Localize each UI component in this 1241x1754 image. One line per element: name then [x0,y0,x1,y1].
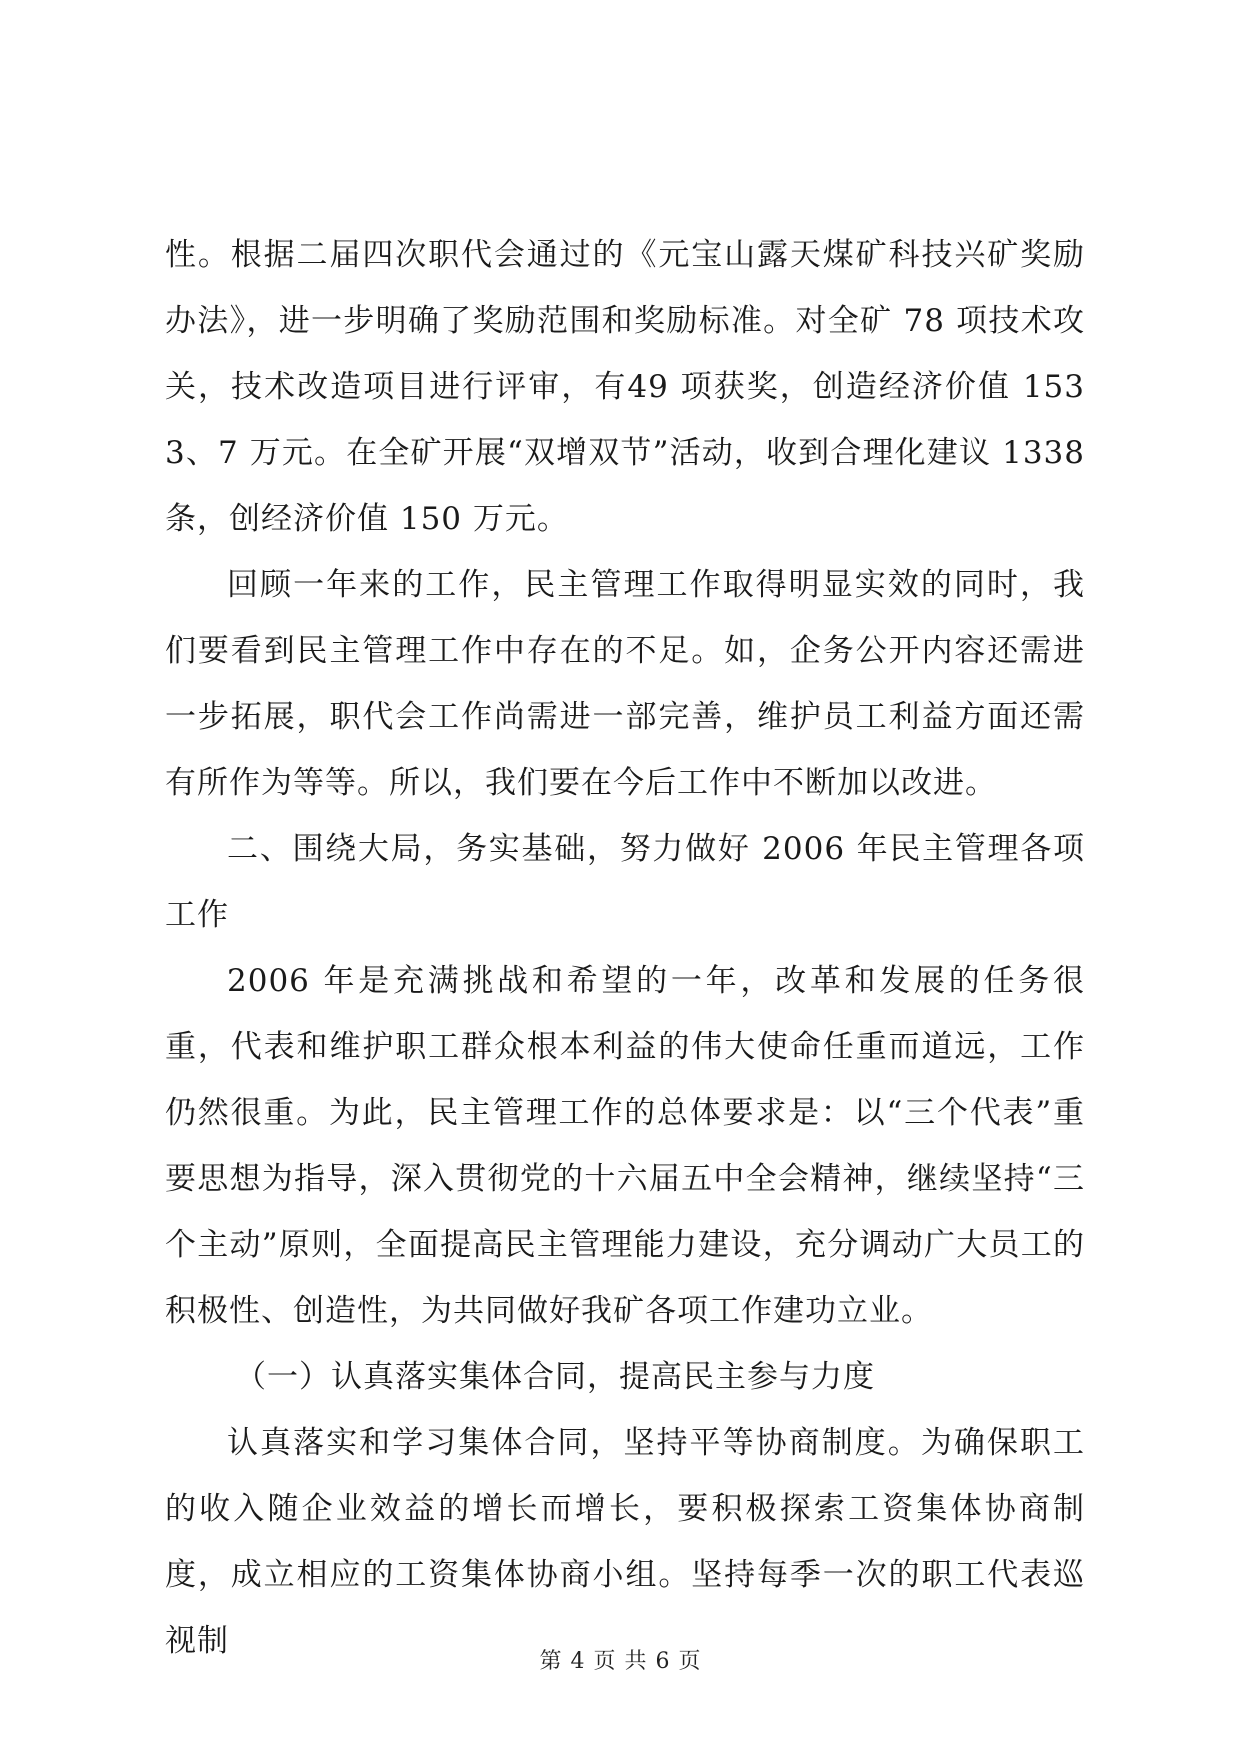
paragraph-2006-requirements: 2006 年是充满挑战和希望的一年，改革和发展的任务很重，代表和维护职工群众根本利益的伟大使命任重而道远，工作仍然很重。为此，民主管理工作的总体要求是：以“三个代表”重要思想为指导，深入贯彻党的十六届五中全会精神，继续坚持“三个主动”原则，全面提高民主管理能力建设，充分调动广大员工的积极性、创造性，为共同做好我矿各项工作建功立业。 [165,963,1085,1329]
document-body [165,222,1085,1674]
subsection-heading-one: （一）认真落实集体合同，提高民主参与力度 [235,1359,875,1395]
page-number-footer: 第 4 页 共 6 页 [539,1649,702,1674]
paragraph-continuation: 性。根据二届四次职代会通过的《元宝山露天煤矿科技兴矿奖励办法》，进一步明确了奖励范围和奖励标准。对全矿 78 项技术攻关，技术改造项目进行评审，有49 项获奖，创造经济价值 1533、7 万元。在全矿开展“双增双节”活动，收到合理化建议 1338 条，创经济价值 150 万元。 [165,237,1085,537]
section-heading-two: 二、围绕大局，务实基础，努力做好 2006 年民主管理各项工作 [165,831,1085,933]
paragraph-collective-contract: 认真落实和学习集体合同，坚持平等协商制度。为确保职工的收入随企业效益的增长而增长，要积极探索工资集体协商制度，成立相应的工资集体协商小组。坚持每季一次的职工代表巡视制 [165,1425,1085,1659]
paragraph-review: 回顾一年来的工作，民主管理工作取得明显实效的同时，我们要看到民主管理工作中存在的不足。如，企务公开内容还需进一步拓展，职代会工作尚需进一部完善，维护员工利益方面还需有所作为等等。所以，我们要在今后工作中不断加以改进。 [165,567,1085,801]
